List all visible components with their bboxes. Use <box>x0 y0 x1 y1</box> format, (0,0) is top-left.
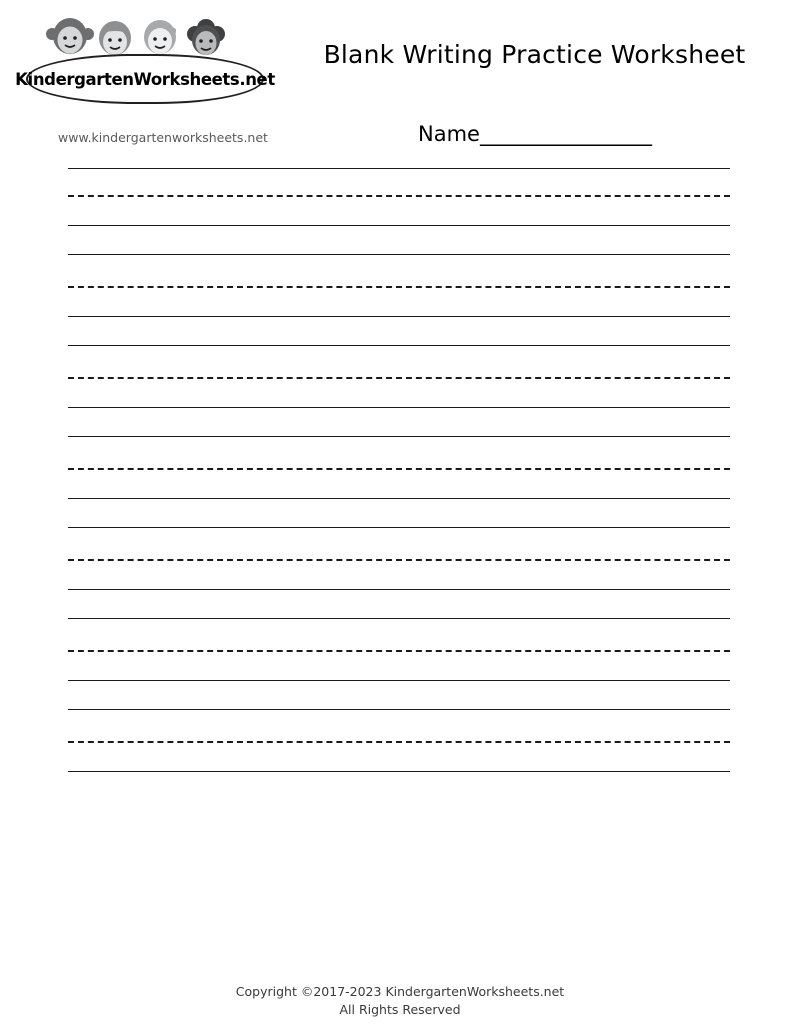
rights-text: All Rights Reserved <box>339 1001 461 1017</box>
name-field-row <box>282 122 787 146</box>
writing-line-group <box>68 559 730 619</box>
logo-word-tld: .net <box>239 69 275 89</box>
logo-word-worksheets: Worksheets <box>133 69 240 89</box>
writing-line-solid <box>68 436 730 437</box>
writing-line-group <box>68 377 730 437</box>
writing-line-group <box>68 286 730 346</box>
site-logo[interactable] <box>15 14 276 145</box>
name-label: Name <box>418 122 480 146</box>
page-title: Blank Writing Practice Worksheet <box>323 40 746 69</box>
writing-line-solid <box>68 771 730 772</box>
logo-word-kindergarten: Kindergarten <box>15 69 134 89</box>
writing-line-solid <box>68 527 730 528</box>
writing-lines-area <box>68 168 730 772</box>
writing-line-group <box>68 650 730 710</box>
site-url: www.kindergartenworksheets.net <box>58 130 268 145</box>
logo-badge <box>15 14 275 106</box>
writing-line-solid <box>68 618 730 619</box>
copyright-text: Copyright ©2017-2023 KindergartenWorksheets.net <box>235 983 565 999</box>
writing-line-solid <box>68 345 730 346</box>
writing-line-solid <box>68 254 730 255</box>
writing-line-group <box>68 468 730 528</box>
logo-wordmark <box>15 54 275 104</box>
worksheet-header <box>0 0 800 146</box>
name-blank-line[interactable]: __________________ <box>479 122 651 146</box>
writing-line-group <box>68 741 730 772</box>
writing-line-solid <box>68 709 730 710</box>
worksheet-footer <box>0 983 800 1019</box>
writing-line-group <box>68 168 730 255</box>
